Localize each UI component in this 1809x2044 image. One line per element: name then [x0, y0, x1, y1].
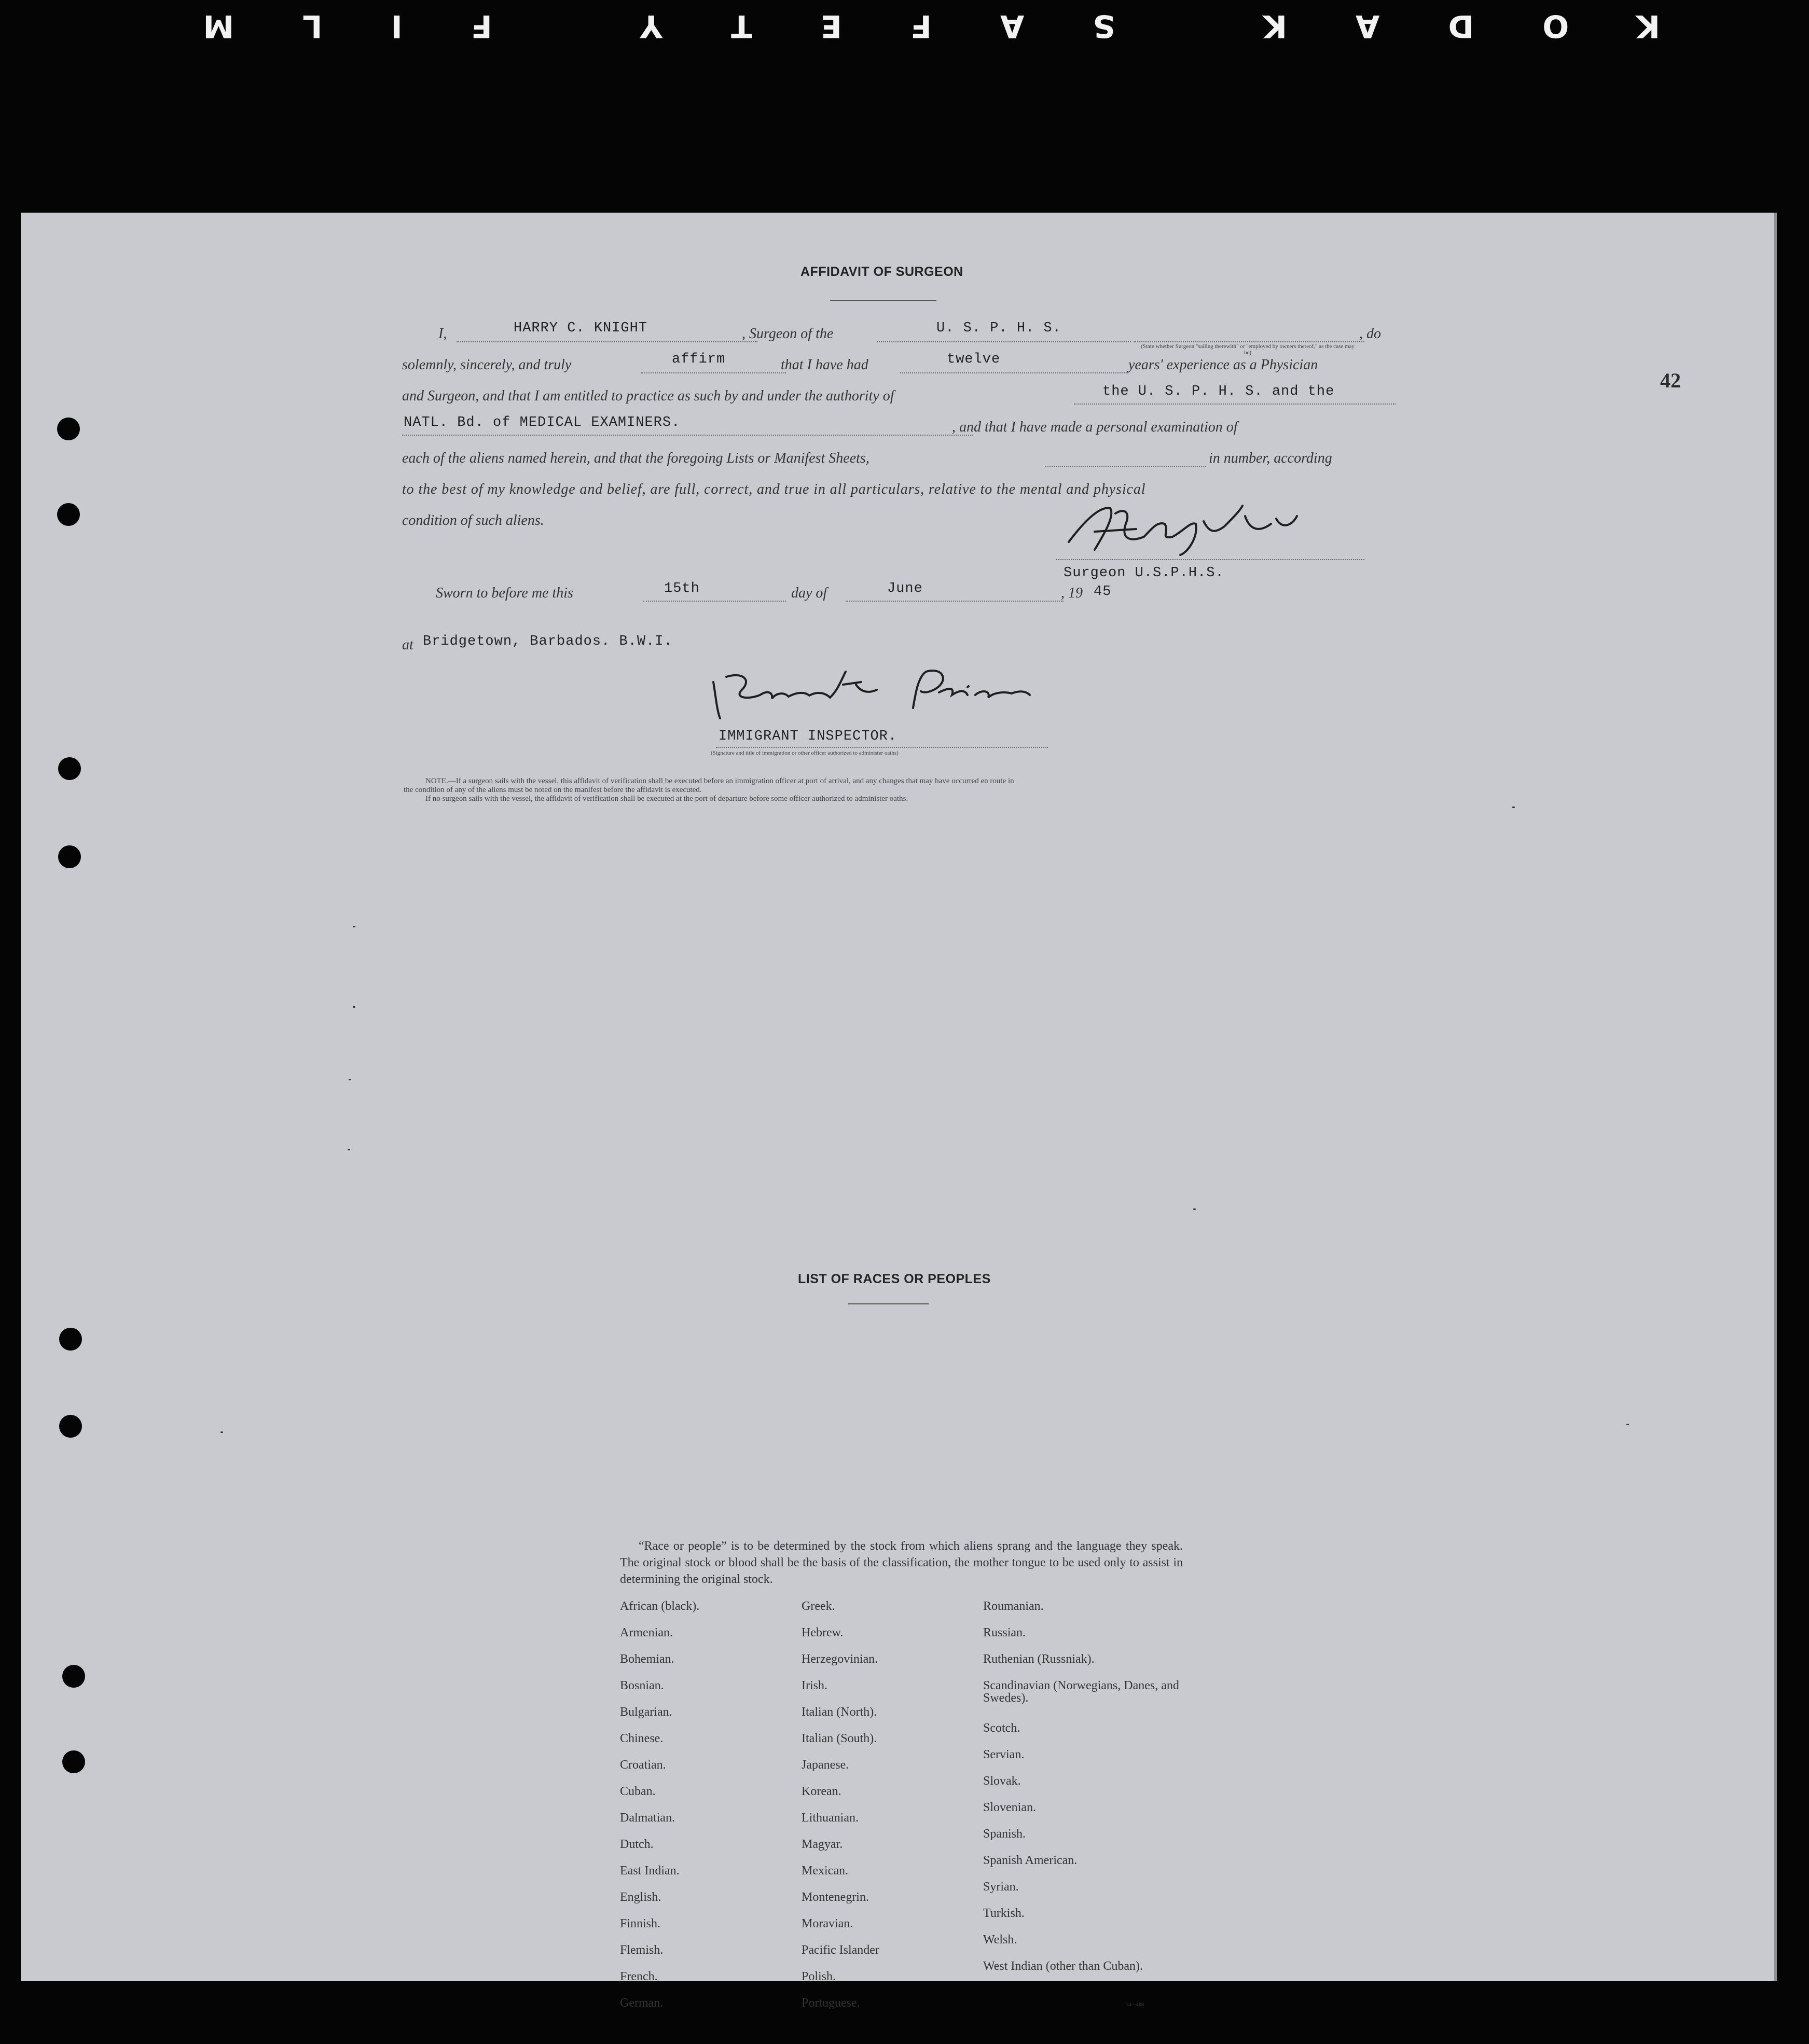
punch-hole [58, 845, 81, 868]
sworn-month: June [887, 581, 923, 596]
line2-end: years' experience as a Physician [1128, 357, 1318, 373]
race-item: Slovenian. [983, 1801, 1036, 1814]
authority-b-line [402, 435, 973, 436]
sworn-year: 45 [1094, 584, 1112, 600]
race-item: Lithuanian. [802, 1811, 859, 1825]
races-intro: “Race or people” is to be determined by the stock from which aliens sprang and the language they speak. The original stock or blood shall be the basis of the classification, the mother tongue to be used only to assist in determining the original stock. [620, 1539, 1183, 1586]
punch-hole [57, 418, 80, 440]
month-field-line [846, 601, 1064, 602]
punch-hole [59, 1328, 82, 1351]
line2-mid: that I have had [781, 357, 868, 373]
inspector-signature-line [716, 747, 1048, 748]
years-experience: twelve [947, 352, 1001, 367]
race-item: Armenian. [620, 1626, 673, 1639]
film-speck [349, 1079, 351, 1080]
line1-mid: , Surgeon of the [742, 326, 834, 342]
years-field-line [900, 372, 1128, 373]
races-column-1 [620, 1600, 699, 2023]
affirm-value: affirm [672, 352, 726, 367]
race-item: Syrian. [983, 1880, 1019, 1894]
sheet-edge [1774, 213, 1777, 1981]
film-speck [1512, 807, 1515, 808]
film-speck [353, 926, 355, 927]
vessel-field-line [877, 341, 1131, 342]
race-item: Polish. [802, 1970, 836, 1983]
inspector-signature [706, 661, 1048, 724]
note-text-1b: the condition of any of the aliens must be noted on the manifest before the affidavit is executed. [404, 786, 702, 794]
authority-a-line [1074, 404, 1396, 405]
race-item: Korean. [802, 1785, 841, 1798]
film-speck [353, 1006, 355, 1008]
race-item: German. [620, 1996, 664, 2010]
race-item: Roumanian. [983, 1600, 1044, 1613]
race-item: Finnish. [620, 1917, 661, 1930]
line1-end: , do [1359, 326, 1381, 342]
race-item: Bulgarian. [620, 1705, 672, 1719]
race-item: Greek. [802, 1600, 835, 1613]
race-item: East Indian. [620, 1864, 680, 1878]
verb-field-line [641, 372, 786, 373]
place-of-oath: Bridgetown, Barbados. B.W.I. [423, 634, 673, 649]
authority-b: NATL. Bd. of MEDICAL EXAMINERS. [404, 415, 681, 430]
sworn-mid: day of [791, 585, 827, 601]
race-item: Croatian. [620, 1758, 666, 1772]
race-item: Dalmatian. [620, 1811, 675, 1825]
race-item: Bosnian. [620, 1679, 664, 1692]
race-item: Irish. [802, 1679, 827, 1692]
document-sheet [21, 213, 1777, 2010]
race-item: Mexican. [802, 1864, 848, 1878]
film-edge-text: KODAK SAFETY FILM [134, 8, 1660, 44]
surgeon-note-line [1134, 341, 1364, 342]
punch-hole [62, 1750, 85, 1773]
film-speck [348, 1149, 350, 1150]
races-column-3 [983, 1600, 1183, 1986]
race-item: Bohemian. [620, 1652, 674, 1666]
authority-a: the U. S. P. H. S. and the [1102, 384, 1335, 399]
surgeon-title: Surgeon U.S.P.H.S. [1064, 565, 1224, 581]
sworn-year-prefix: , 19 [1061, 585, 1083, 601]
race-item: Dutch. [620, 1838, 654, 1851]
race-item: French. [620, 1970, 658, 1983]
punch-hole [58, 757, 81, 780]
race-item: Welsh. [983, 1933, 1017, 1946]
punch-hole [57, 503, 80, 526]
race-item: Montenegrin. [802, 1890, 869, 1904]
film-speck [1626, 1424, 1629, 1425]
note-text-2: If no surgeon sails with the vessel, the affidavit of verification shall be executed at the port of departure before some officer authorized to administer oaths. [425, 795, 908, 803]
race-item: Chinese. [620, 1732, 664, 1745]
race-item: Italian (South). [802, 1732, 877, 1745]
day-field-line [643, 601, 786, 602]
race-item: Japanese. [802, 1758, 849, 1772]
surgeon-signature [1053, 500, 1344, 558]
line4-end: , and that I have made a personal examination of [952, 419, 1238, 435]
race-item: Magyar. [802, 1838, 843, 1851]
count-field-line [1045, 466, 1206, 467]
line3-text: and Surgeon, and that I am entitled to practice as such by and under the authority of [402, 388, 894, 404]
races-title-rule [848, 1303, 929, 1304]
inspector-note: (Signature and title of immigration or other officer authorized to administer oaths) [711, 750, 899, 756]
races-title: LIST OF RACES OR PEOPLES [798, 1272, 991, 1286]
race-item: Portuguese. [802, 1996, 860, 2010]
film-edge-strip [0, 0, 1809, 57]
film-speck [220, 1431, 223, 1433]
form-code: 14—408 [1126, 2002, 1144, 2008]
race-item: Cuban. [620, 1785, 656, 1798]
sworn-lead: Sworn to before me this [436, 585, 573, 601]
race-item: Scandinavian (Norwegians, Danes, and Swedes). [983, 1679, 1179, 1705]
race-item: Spanish. [983, 1827, 1026, 1841]
race-item: Ruthenian (Russniak). [983, 1652, 1095, 1666]
line5-text: each of the aliens named herein, and that the foregoing Lists or Manifest Sheets, [402, 450, 869, 466]
line1-lead: I, [438, 326, 447, 342]
surgeon-signature-line [1056, 559, 1364, 560]
place-lead: at [402, 637, 413, 653]
surgeon-of-vessel: U. S. P. H. S. [936, 321, 1061, 336]
surgeon-note: (State whether Surgeon "sailing therewith" or "employed by owners thereof," as the case may be) [1141, 343, 1355, 356]
race-item: Russian. [983, 1626, 1026, 1639]
race-item: Italian (North). [802, 1705, 877, 1719]
race-item: Moravian. [802, 1917, 853, 1930]
race-item: English. [620, 1890, 661, 1904]
race-item: Hebrew. [802, 1626, 844, 1639]
race-item: Servian. [983, 1748, 1025, 1761]
race-item: Pacific Islander [802, 1943, 879, 1957]
races-column-2 [802, 1600, 879, 2023]
name-field-line [457, 341, 757, 342]
race-item: Slovak. [983, 1774, 1021, 1788]
sworn-day: 15th [664, 581, 700, 596]
race-item: African (black). [620, 1600, 700, 1613]
inspector-title: IMMIGRANT INSPECTOR. [719, 729, 897, 744]
race-item: Scotch. [983, 1721, 1020, 1735]
race-item: West Indian (other than Cuban). [983, 1959, 1143, 1973]
race-item: Turkish. [983, 1907, 1025, 1920]
line2-lead: solemnly, sincerely, and truly [402, 357, 572, 373]
page-number: 42 [1660, 369, 1681, 392]
race-item: Herzegovinian. [802, 1652, 878, 1666]
punch-hole [59, 1415, 82, 1438]
title-rule [830, 300, 936, 301]
punch-hole [62, 1665, 85, 1688]
surgeon-name: HARRY C. KNIGHT [514, 321, 648, 336]
line5-end: in number, according [1209, 450, 1332, 466]
affidavit-title: AFFIDAVIT OF SURGEON [800, 265, 963, 279]
film-speck [1193, 1208, 1196, 1210]
note-text-1a: NOTE.—If a surgeon sails with the vessel, this affidavit of verification shall be executed before an immigration officer at port of arrival, and any changes that may have occurred en route in [425, 777, 1014, 785]
line7-text: condition of such aliens. [402, 512, 544, 529]
race-item: Spanish American. [983, 1854, 1078, 1867]
line6-text: to the best of my knowledge and belief, are full, correct, and true in all particulars, relative to the mental and physical [402, 481, 1146, 497]
race-item: Flemish. [620, 1943, 664, 1957]
